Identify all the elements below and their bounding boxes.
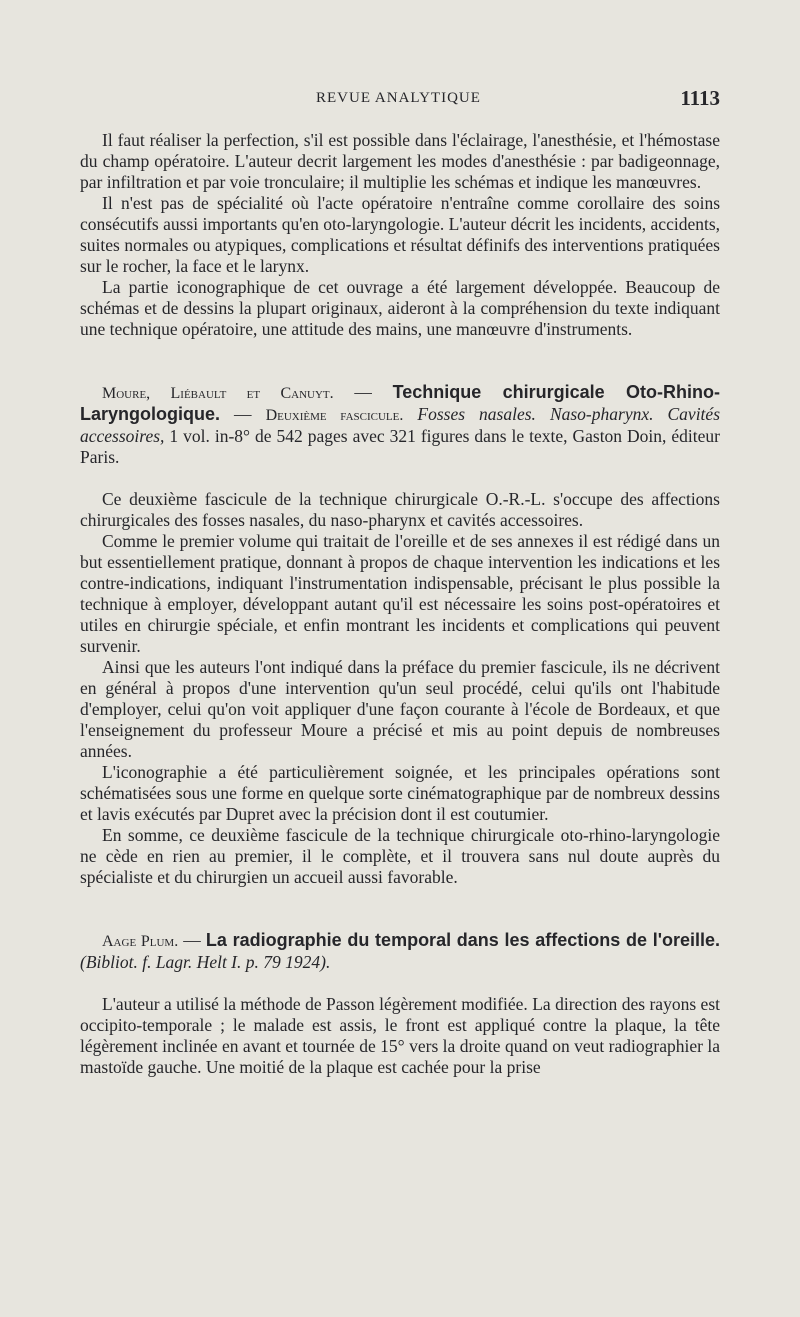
paragraph: En somme, ce deuxième fascicule de la technique chirurgicale oto-rhino-laryngologie ne cède en rien au premier, il le complète, et il trouvera sans nul doute auprès du spécialiste et du chirurgien un accueil aussi favorable. <box>80 825 720 887</box>
review-subjects: Fosses nasales. Naso-pharynx. Cavités accessoires, <box>80 404 720 446</box>
paragraph: L'auteur a utilisé la méthode de Passon légèrement modifiée. La direction des rayons est occipito-temporale ; le malade est assis, le front est appliqué contre la plaque, la tête légèrement inclinée en avant et tournée de 15° vers la droite quand on veut radiographier la mastoïde gauche. Une moitié de la plaque est cachée pour la prise <box>80 994 720 1077</box>
paragraph: Il faut réaliser la perfection, s'il est possible dans l'éclairage, l'anesthésie, et l'hémostase du champ opératoire. L'auteur decrit largement les modes d'anesthésie : par badigeonnage, par infiltration et par voie tronculaire; il multiplie les schémas et indique les manœuvres. <box>80 130 720 192</box>
paragraph: Il n'est pas de spécialité où l'acte opératoire n'entraîne comme corollaire des soins consécutifs aussi importants qu'en oto-laryngologie. L'auteur décrit les incidents, accidents, suites normales ou atypiques, complications et résultat définifs des interventions pratiquées sur le rocher, la face et le larynx. <box>80 193 721 276</box>
dash: — <box>178 930 206 950</box>
paragraph: La partie iconographique de cet ouvrage a été largement développée. Beaucoup de schémas et de dessins la plupart originaux, aideront à la compréhension du texte indiquant une technique opératoire, une attitude des mains, une manœuvre d'instruments. <box>80 277 720 339</box>
paragraph: Ce deuxième fascicule de la technique chirurgicale O.-R.-L. s'occupe des affections chirurgicales des fosses nasales, du naso-pharynx et cavités accessoires. <box>80 489 720 530</box>
running-header <box>80 86 720 116</box>
dash: — <box>220 404 266 424</box>
dash: — <box>333 382 393 402</box>
paragraph: Ainsi que les auteurs l'ont indiqué dans la préface du premier fascicule, ils ne décrivent en général à propos d'une intervention qu'un seul procédé, celui qu'ils ont l'habitude d'employer, celui qu'on voit appliquer d'une façon courante à l'école de Bordeaux, et que l'enseignement du professeur Moure a précisé et mis au point depuis de nombreuses années. <box>80 657 720 761</box>
text-column <box>80 130 720 1078</box>
paragraph: Comme le premier volume qui traitait de l'oreille et de ses annexes il est rédigé dans un but essentiellement pratique, donnant à propos de chaque intervention les indications et les contre-indications, indiquant l'instrumentation indispensable, précisant le plus possible la technique à employer, développant autant qu'il est nécessaire les soins post-opératoires et utiles en chirurgie spéciale, et enfin montrant les incidents et complications qui peuvent survenir. <box>80 531 720 656</box>
paragraph: L'iconographie a été particulièrement soignée, et les principales opérations sont schématisées sous une forme en quelque sorte cinématographique par de nombreux dessins et lavis exécutés par Dupret avec la précision dont il est coutumier. <box>80 762 720 824</box>
review-source: (Bibliot. f. Lagr. Helt I. p. 79 1924). <box>80 952 331 972</box>
review-part: Deuxième fascicule. <box>265 407 404 424</box>
review-title: La radiographie du temporal dans les affections de l'oreille. <box>205 930 721 950</box>
journal-title: REVUE ANALYTIQUE <box>316 90 481 106</box>
review-author: Aage Plum. <box>102 933 179 950</box>
review-heading <box>80 382 720 468</box>
review-details: 1 vol. in-8° de 542 pages avec 321 figures dans le texte, Gaston Doin, éditeur Paris. <box>80 426 720 467</box>
review-authors: Moure, Liébault et Canuyt. <box>102 385 334 402</box>
page-number: 1113 <box>680 86 720 110</box>
review-heading <box>80 930 720 973</box>
review-title: Technique chirurgicale Oto-Rhino-Laryngologique. <box>80 382 721 424</box>
